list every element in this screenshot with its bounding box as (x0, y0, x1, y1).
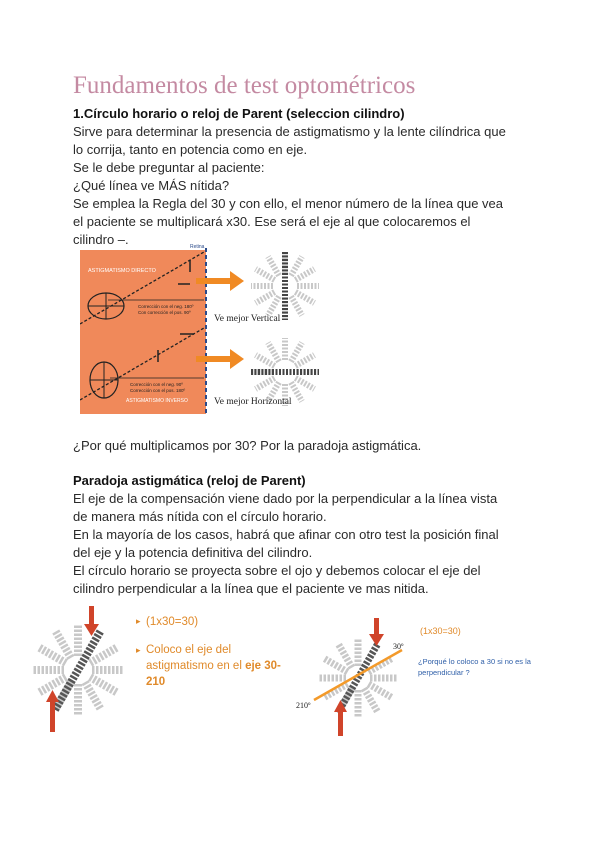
section2-line: del eje y la potencia definitiva del cilindro. (73, 545, 313, 560)
section2-heading: Paradoja astigmática (reloj de Parent) (73, 473, 306, 488)
section1-heading: 1.Círculo horario o reloj de Parent (seleccion cilindro) (73, 106, 405, 121)
correction-text: Con corrección el pos. 90º (138, 310, 191, 315)
label-30: 30º (393, 642, 404, 651)
section2-line: En la mayoría de los casos, habrá que afinar con otro test la posición final (73, 527, 499, 542)
label-210: 210º (296, 701, 311, 710)
section2-body (73, 490, 499, 598)
right-clock-figure (296, 612, 416, 740)
section1-line: el paciente se multiplicará x30. Ese será el eje al que colocaremos el (73, 214, 471, 229)
paradox-question: ¿Por qué multiplicamos por 30? Por la paradoja astigmática. (73, 438, 422, 453)
correction-text: Corrección con el neg. 90º (130, 382, 183, 387)
section2-line: de manera más nítida con el círculo horario. (73, 509, 327, 524)
section1-body (73, 123, 506, 249)
parent-clock-icon (251, 252, 319, 320)
caption-horizontal: Ve mejor Horizontal (214, 397, 292, 407)
section1-line: Se le debe preguntar al paciente: (73, 160, 265, 175)
inverse-astigmatism-label: ASTIGMATISMO INVERSO (126, 398, 188, 404)
section1-line: cilindro –. (73, 232, 129, 247)
page-title: Fundamentos de test optométricos (73, 72, 416, 99)
section2-line: El círculo horario se proyecta sobre el ojo y debemos colocar el eje del (73, 563, 481, 578)
parent-clock-icon (32, 624, 124, 716)
section2-line: El eje de la compensación viene dado por la perpendicular a la línea vista (73, 491, 498, 506)
astigmatism-diagram (80, 244, 380, 416)
correction-text: Corrección con el neg. 180º (138, 304, 194, 309)
section1-line: Sirve para determinar la presencia de astigmatismo y la lente cilíndrica que (73, 124, 506, 139)
arrow-down-icon (369, 618, 384, 646)
parent-clock-icon (251, 338, 319, 406)
parent-clock-icon (318, 638, 398, 718)
section2-line: cilindro perpendicular a la línea que el paciente ve mas nitida. (73, 581, 429, 596)
section1-line: Se emplea la Regla del 30 y con ello, el menor número de la línea que vea (73, 196, 503, 211)
arrow-up-icon (46, 690, 59, 732)
direct-astigmatism-label: ASTIGMATISMO DIRECTO (88, 268, 156, 274)
retina-label: Retina (190, 244, 205, 250)
caption-vertical: Ve mejor Vertical (214, 314, 281, 324)
right-question: ¿Porqué lo coloco a 30 si no es la perpendicular ? (418, 657, 531, 677)
left-clock-figure (26, 604, 136, 734)
bullet-item: ▸ (1x30=30) (136, 616, 296, 628)
bullet-item: ▸ Coloco el eje del astigmatismo en el eje 30-210 (136, 642, 296, 690)
bullet-list (136, 616, 296, 704)
right-formula: (1x30=30) (420, 626, 461, 636)
correction-text: Corrección con el pos. 180º (130, 388, 186, 393)
section1-line: ¿Qué línea ve MÁS nítida? (73, 178, 230, 193)
section1-line: lo corrija, tanto en potencia como en eje. (73, 142, 308, 157)
